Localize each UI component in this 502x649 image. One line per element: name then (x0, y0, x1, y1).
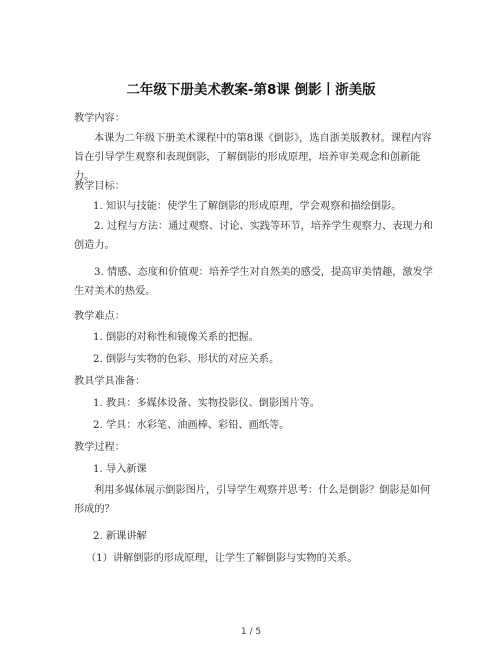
document-title: 二年级下册美术教案-第8课 倒影丨浙美版 (126, 82, 376, 98)
page-indicator: 1 / 5 (240, 627, 262, 637)
tools-item-2: 2. 学具：水彩笔、油画棒、彩铅、画纸等。 (93, 420, 290, 431)
section-heading-tools: 教具学具准备： (74, 376, 146, 387)
goal-item-3: 3. 情感、态度和价值观：培养学生对自然美的感受，提高审美情趣，激发学生对美术的热爱。 (74, 267, 433, 297)
difficulty-item-2: 2. 倒影与实物的色彩、形状的对应关系。 (93, 354, 280, 365)
process-item-2: 2. 新课讲解 (93, 531, 147, 542)
tools-item-1: 1. 教具：多媒体设备、实物投影仪、倒影图片等。 (93, 398, 320, 409)
section-heading-goals: 教学目标： (74, 181, 125, 192)
section-heading-process: 教学过程： (74, 442, 125, 453)
difficulty-item-1: 1. 倒影的对称性和镜像关系的把握。 (93, 332, 259, 343)
section-heading-content: 教学内容： (74, 113, 125, 124)
goal-item-1: 1. 知识与技能：使学生了解倒影的形成原理，学会观察和描绘倒影。 (93, 201, 402, 212)
goal-item-2: 2. 过程与方法：通过观察、讨论、实践等环节，培养学生观察力、表现力和创造力。 (74, 221, 433, 251)
content-paragraph: 本课为二年级下册美术课程中的第8课《倒影》，选自浙美版教材。课程内容旨在引导学生观察和表现倒影，了解倒影的形成原理，培养审美观念和创新能力。 (74, 133, 432, 182)
process-item-1: 1. 导入新课 (93, 464, 147, 475)
section-heading-difficulty: 教学难点： (74, 311, 125, 322)
process-item-1-text: 利用多媒体展示倒影图片，引导学生观察并思考：什么是倒影？倒影是如何形成的？ (74, 485, 431, 515)
process-item-2-sub: （1）讲解倒影的形成原理，让学生了解倒影与实物的关系。 (86, 553, 358, 564)
